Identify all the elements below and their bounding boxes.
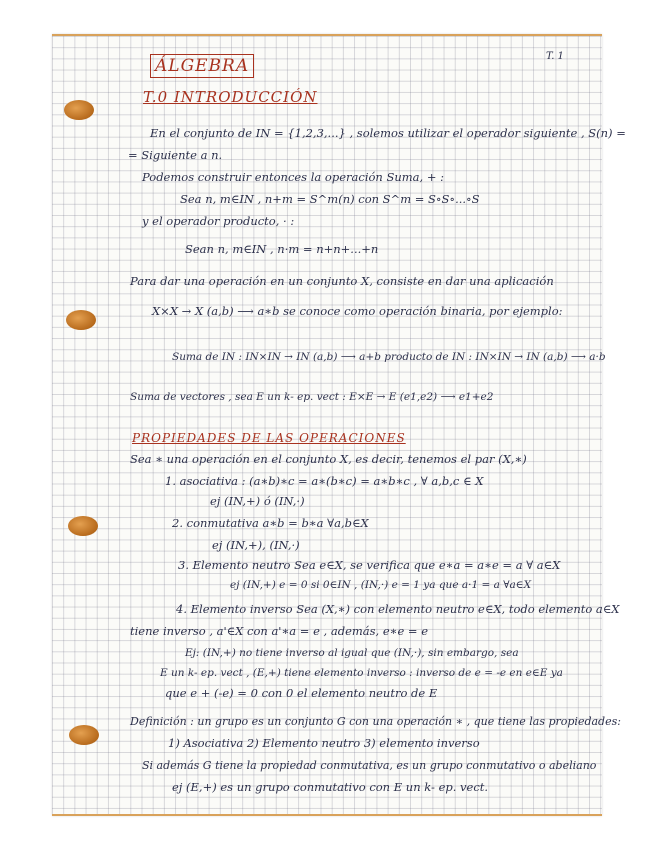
note-line: 3. Elemento neutro Sea e∈X, se verifica que e∗a = a∗e = a ∀ a∈X: [178, 558, 561, 572]
note-line: En el conjunto de IN = {1,2,3,...} , solemos utilizar el operador siguiente , S(n) =: [150, 126, 626, 140]
section-heading: T.0 INTRODUCCIÓN: [143, 88, 318, 106]
note-line: Si además G tiene la propiedad conmutativa, es un grupo conmutativo o abeliano: [142, 759, 597, 772]
note-line: Suma de vectores , sea E un k- ep. vect : E×E → E (e1,e2) ⟶ e1+e2: [130, 391, 494, 403]
note-line: y el operador producto, · :: [142, 214, 295, 228]
note-line: ej (IN,+) e = 0 si 0∈IN , (IN,·) e = 1 ya que a·1 = a ∀a∈X: [230, 579, 532, 591]
note-line: que e + (-e) = 0 con 0 el elemento neutro de E: [165, 686, 438, 700]
note-line: tiene inverso , a'∈X con a'∗a = e , además, e∗e = e: [130, 624, 429, 638]
note-line: Sea ∗ una operación en el conjunto X, es decir, tenemos el par (X,∗): [130, 452, 527, 466]
note-line: Sean n, m∈IN , n·m = n+n+...+n: [185, 242, 379, 256]
note-line: 2. conmutativa a∗b = b∗a ∀a,b∈X: [172, 516, 369, 530]
subsection-heading: PROPIEDADES DE LAS OPERACIONES: [132, 431, 406, 445]
note-line: ej (IN,+) ó (IN,·): [210, 494, 305, 508]
note-line: X×X → X (a,b) ⟶ a∗b se conoce como operación binaria, por ejemplo:: [152, 304, 563, 318]
note-line: 1) Asociativa 2) Elemento neutro 3) elemento inverso: [168, 736, 480, 750]
note-line: Sea n, m∈IN , n+m = S^m(n) con S^m = S∘S∘...∘S: [180, 192, 480, 206]
binder-hole: [66, 310, 96, 330]
note-line: Suma de IN : IN×IN → IN (a,b) ⟶ a+b producto de IN : IN×IN → IN (a,b) ⟶ a·b: [172, 351, 606, 363]
binder-hole: [68, 516, 98, 536]
page-title: [150, 58, 254, 75]
note-line: Ej: (IN,+) no tiene inverso al igual que (IN,·), sin embargo, sea: [185, 647, 519, 659]
binder-hole: [69, 725, 99, 745]
binder-hole: [64, 100, 94, 120]
note-line: ej (E,+) es un grupo conmutativo con E un k- ep. vect.: [172, 780, 489, 794]
title-text: ÁLGEBRA: [150, 54, 254, 78]
note-line: Para dar una operación en un conjunto X, consiste en dar una aplicación: [130, 274, 554, 288]
note-line: Podemos construir entonces la operación Suma, + :: [142, 170, 445, 184]
note-line: 1. asociativa : (a∗b)∗c = a∗(b∗c) = a∗b∗c , ∀ a,b,c ∈ X: [165, 474, 484, 488]
note-line: 4. Elemento inverso Sea (X,∗) con elemento neutro e∈X, todo elemento a∈X: [176, 602, 620, 616]
note-line: ej (IN,+), (IN,·): [212, 538, 300, 552]
definition-line: Definición : un grupo es un conjunto G con una operación ∗ , que tiene las propiedades:: [130, 715, 621, 728]
note-line: = Siguiente a n.: [128, 148, 223, 162]
note-line: E un k- ep. vect , (E,+) tiene elemento inverso : inverso de e = -e en e∈E ya: [160, 667, 563, 679]
page-number: T. 1: [546, 51, 564, 62]
